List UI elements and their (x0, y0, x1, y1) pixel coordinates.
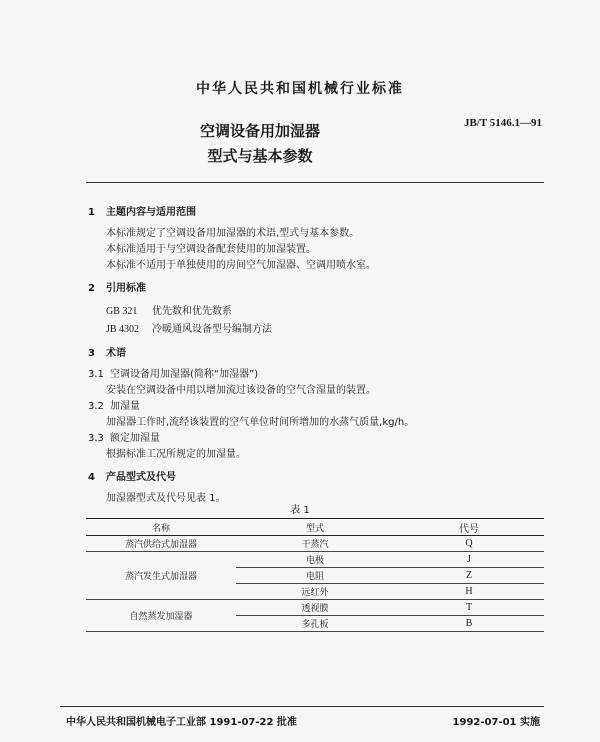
section-4-heading (88, 468, 176, 483)
title-divider (86, 182, 544, 183)
term-name: 额定加湿量 (110, 433, 160, 444)
section-title: 引用标准 (106, 283, 146, 294)
product-type-table (86, 518, 544, 632)
term-definition: 安装在空调设备中用以增加流过该设备的空气含湿量的装置。 (106, 385, 376, 396)
section-3-heading (88, 344, 126, 359)
document-title: 空调设备用加湿器 (199, 122, 320, 140)
reference-code: JB 4302 (106, 324, 140, 335)
code-cell: H (394, 584, 544, 600)
table-header-row (86, 519, 544, 536)
group-name-cell: 蒸汽供给式加湿器 (86, 536, 236, 552)
term-definition: 加湿器工作时,流经该装置的空气单位时间所增加的水蒸气质量,kg/h。 (106, 417, 415, 428)
implementation-date: 1992-07-01 实施 (452, 717, 540, 728)
type-cell: 电阻 (236, 568, 394, 584)
reference-item (106, 302, 232, 317)
term-definition: 根据标准工况所规定的加湿量。 (106, 449, 246, 460)
column-header: 型式 (236, 519, 394, 536)
term-number: 3.3 (88, 433, 104, 444)
section-title: 术语 (106, 348, 126, 359)
paragraph: 加湿器型式及代号见表 1。 (106, 493, 226, 504)
reference-item (106, 320, 272, 335)
code-cell: Z (394, 568, 544, 584)
paragraph: 本标准规定了空调设备用加湿器的术语,型式与基本参数。 (106, 228, 360, 239)
column-header: 名称 (86, 519, 236, 536)
table-row (86, 536, 544, 552)
section-number: 2 (88, 283, 95, 294)
issuing-organization: 中华人民共和国机械行业标准 (196, 81, 404, 97)
code-cell: Q (394, 536, 544, 552)
reference-title: 冷暖通风设备型号编制方法 (152, 324, 272, 335)
type-cell: 多孔板 (236, 616, 394, 632)
group-name-cell: 自然蒸发加湿器 (86, 600, 236, 632)
term-name: 加湿量 (110, 401, 140, 412)
reference-title: 优先数和优先数系 (152, 306, 232, 317)
term-name: 空调设备用加湿器(简称“加湿器”) (110, 369, 259, 380)
paragraph: 本标准不适用于单独使用的房间空气加湿器、空调用喷水室。 (106, 260, 376, 271)
reference-code: GB 321 (106, 306, 138, 317)
section-1-heading (88, 203, 196, 218)
type-cell: 干蒸汽 (236, 536, 394, 552)
term-3-3-heading (88, 429, 160, 444)
column-header: 代号 (394, 519, 544, 536)
code-cell: J (394, 552, 544, 568)
section-2-heading (88, 279, 146, 294)
term-number: 3.2 (88, 401, 104, 412)
table-row (86, 600, 544, 616)
code-cell: B (394, 616, 544, 632)
type-cell: 远红外 (236, 584, 394, 600)
term-3-2-heading (88, 397, 140, 412)
term-3-1-heading (88, 365, 258, 380)
code-cell: T (394, 600, 544, 616)
approval-line: 中华人民共和国机械电子工业部 1991-07-22 批准 (66, 717, 297, 728)
document-subtitle: 型式与基本参数 (207, 147, 313, 165)
table-caption: 表 1 (290, 505, 310, 516)
term-number: 3.1 (88, 369, 104, 380)
group-name-cell: 蒸汽发生式加湿器 (86, 552, 236, 600)
section-title: 主题内容与适用范围 (106, 207, 196, 218)
type-cell: 透视膜 (236, 600, 394, 616)
standard-code: JB/T 5146.1—91 (463, 117, 542, 129)
table-row (86, 552, 544, 568)
footer-divider (60, 706, 544, 707)
section-number: 3 (88, 348, 95, 359)
section-number: 4 (88, 472, 95, 483)
paragraph: 本标准适用于与空调设备配套使用的加湿装置。 (106, 244, 316, 255)
section-number: 1 (88, 207, 95, 218)
section-title: 产品型式及代号 (106, 472, 176, 483)
type-cell: 电极 (236, 552, 394, 568)
